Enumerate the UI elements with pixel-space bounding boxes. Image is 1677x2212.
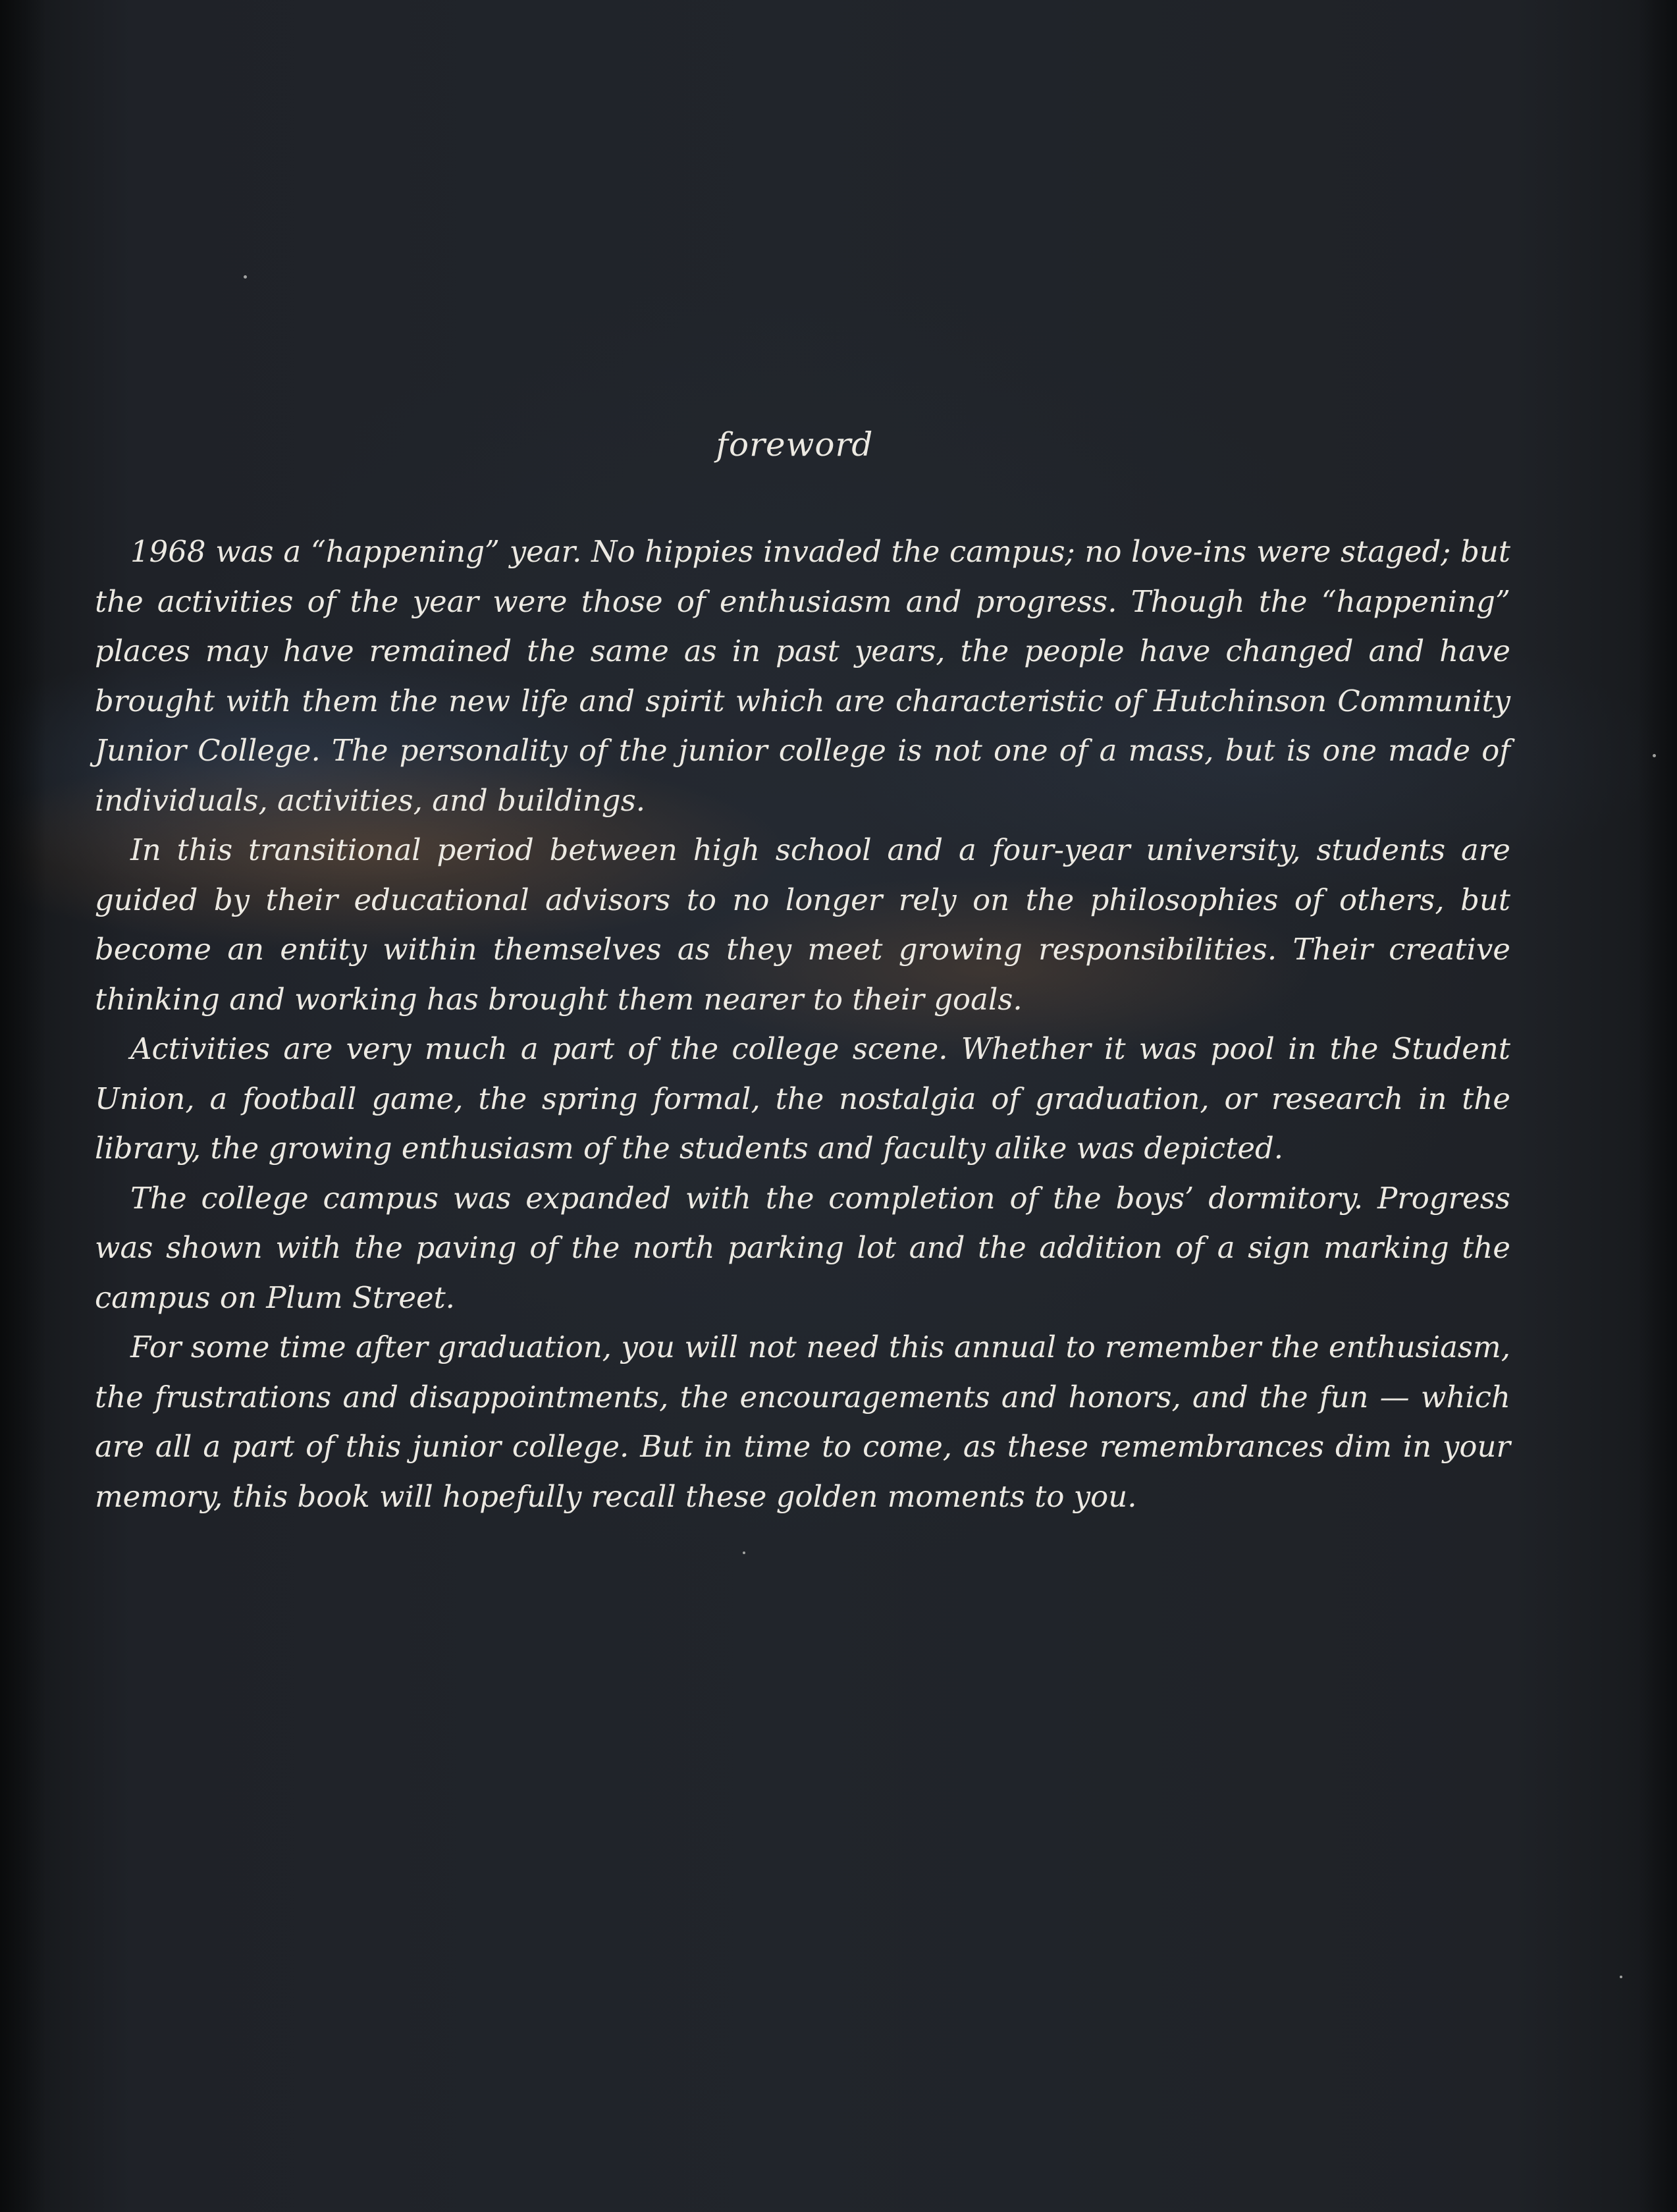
foreword-paragraph: For some time after graduation, you will not need this annual to remember the enthusiasm, the frustrations and disappointments, the encouragements and honors, and the fun — which are all a part of this junior college. But in time to come, as these remembrances dim in your memory, this book will hopefully recall these golden moments to you. [95,1330,1510,1514]
page-right-edge-shadow [1637,0,1677,2212]
page-left-edge-shadow [0,0,46,2212]
foreword-body [95,527,1510,1521]
foreword-paragraph: 1968 was a “happening” year. No hippies invaded the campus; no love-ins were staged; but the activities of the year were those of enthusiasm and progress. Though the “happening” places may have remained the same as in past years, the people have changed and have brought with them the new life and spirit which are characteristic of Hutchinson Community Junior College. The personality of the junior college is not one of a mass, but is one made of individuals, activities, and buildings. [95,534,1510,818]
foreword-paragraph: In this transitional period between high school and a four-year university, students are guided by their educational advisors to no longer rely on the philosophies of others, but become an entity within themselves as they meet growing responsibilities. Their creative thinking and working has brought them nearer to their goals. [95,832,1510,1017]
dust-speck [743,1551,745,1554]
dust-speck [244,275,247,279]
foreword-paragraph: Activities are very much a part of the college scene. Whether it was pool in the Student Union, a football game, the spring formal, the nostalgia of graduation, or research in the library, the growing enthusiasm of the students and faculty alike was depicted. [95,1031,1510,1166]
foreword-title: foreword [716,425,874,464]
dust-speck [1620,1976,1622,1978]
foreword-paragraph: The college campus was expanded with the completion of the boys’ dormitory. Progress was shown with the paving of the north parking lot and the addition of a sign marking the campus on Plum Street. [95,1180,1510,1315]
dust-speck [1653,754,1656,757]
